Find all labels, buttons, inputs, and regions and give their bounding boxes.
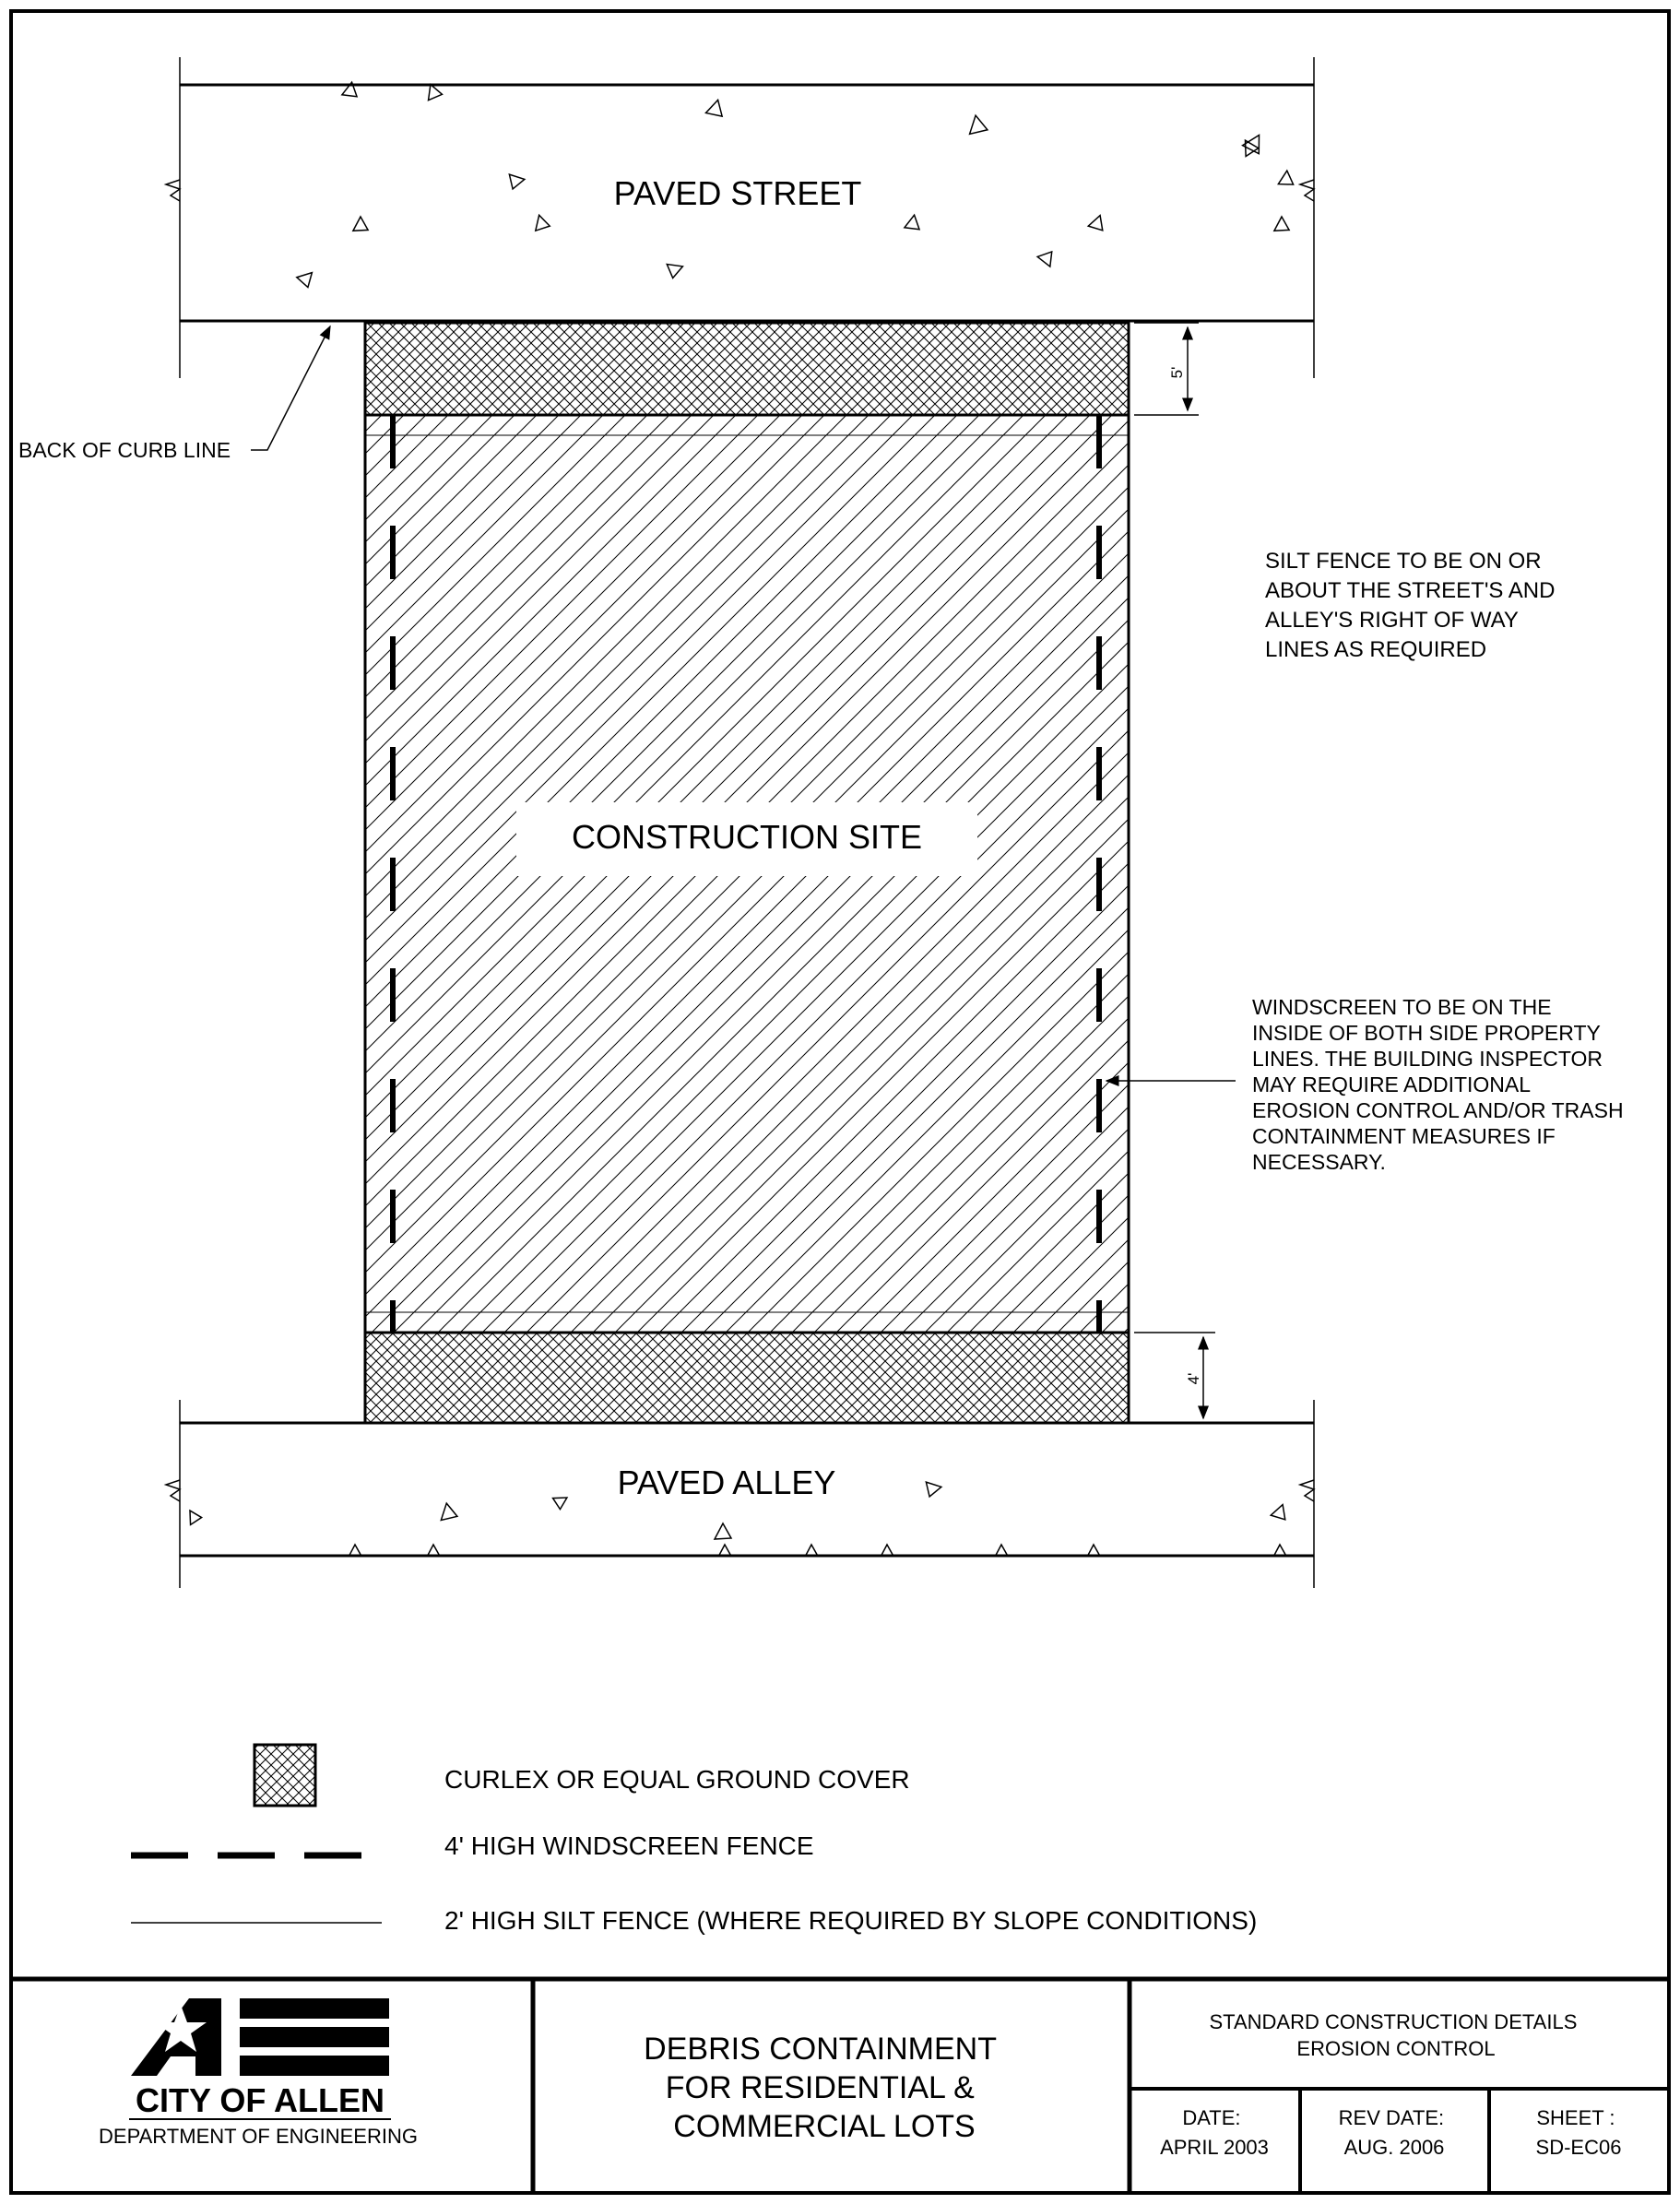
aggregate-mark <box>184 1507 202 1524</box>
aggregate-mark <box>1274 217 1289 231</box>
aggregate-mark <box>509 172 526 189</box>
date-field: DATE: APRIL 2003 <box>1160 2106 1269 2159</box>
aggregate-mark <box>553 1492 571 1510</box>
silt-fence-note: SILT FENCE TO BE ON OR ABOUT THE STREET'S AND ALLEY'S RIGHT OF WAY LINES AS REQUIRED <box>1265 549 1556 662</box>
aggregate-mark <box>996 1545 1008 1556</box>
aggregate-mark <box>926 1479 942 1497</box>
aggregate-mark <box>1271 1502 1289 1521</box>
city-logo <box>129 1998 391 2119</box>
aggregate-mark <box>342 81 360 98</box>
aggregate-mark <box>806 1545 818 1556</box>
aggregate-mark <box>1036 249 1053 267</box>
aggregate-mark <box>881 1545 893 1556</box>
ground-cover-bottom <box>365 1333 1129 1423</box>
aggregate-mark <box>438 1502 457 1521</box>
legend-ground-cover-label: CURLEX OR EQUAL GROUND COVER <box>444 1765 910 1794</box>
department-label: DEPARTMENT OF ENGINEERING <box>99 2125 418 2148</box>
dimension-bottom <box>1134 1333 1215 1418</box>
back-of-curb-label: BACK OF CURB LINE <box>18 438 231 462</box>
windscreen-note: WINDSCREEN TO BE ON THE INSIDE OF BOTH SIDE PROPERTY LINES. THE BUILDING INSPECTOR MAY REQUIRE ADDITIONAL EROSION CONTROL AND/OR TRASH CONTAINMENT MEASURES IF NECESSARY. <box>1252 995 1624 1174</box>
aggregate-mark <box>667 259 685 278</box>
dimension-top <box>1134 323 1199 415</box>
aggregate-mark <box>353 217 368 231</box>
ground-cover-top <box>365 323 1129 415</box>
aggregate-mark <box>428 1545 440 1556</box>
aggregate-mark <box>297 267 317 288</box>
aggregate-mark <box>1238 136 1259 156</box>
aggregate-mark <box>1088 213 1106 231</box>
paved-alley-label: PAVED ALLEY <box>617 1463 836 1501</box>
aggregate-mark <box>532 213 550 231</box>
aggregate-mark <box>1274 1545 1286 1556</box>
aggregate-mark <box>719 1545 731 1556</box>
aggregate-mark <box>715 1523 731 1539</box>
drawing-title: DEBRIS CONTAINMENT FOR RESIDENTIAL & COMMERCIAL LOTS <box>644 2032 997 2144</box>
aggregate-mark <box>1088 1545 1100 1556</box>
aggregate-mark <box>966 113 988 134</box>
aggregate-mark <box>1278 170 1294 185</box>
back-of-curb-leader <box>251 326 330 450</box>
details-header: STANDARD CONSTRUCTION DETAILS EROSION CONTROL <box>1209 2010 1578 2060</box>
construction-site-label: CONSTRUCTION SITE <box>571 818 923 856</box>
aggregate-mark <box>349 1545 361 1556</box>
aggregate-mark <box>905 214 922 231</box>
dimension-top-label: 5' <box>1168 366 1186 379</box>
legend-ground-cover-swatch <box>254 1745 315 1806</box>
logo-text: CITY OF ALLEN <box>136 2081 385 2119</box>
sheet-field: SHEET : SD-EC06 <box>1535 2106 1622 2159</box>
paved-street-label: PAVED STREET <box>613 174 862 212</box>
aggregate-mark <box>705 98 726 117</box>
rev-date-field: REV DATE: AUG. 2006 <box>1338 2106 1445 2159</box>
legend-silt-fence-label: 2' HIGH SILT FENCE (WHERE REQUIRED BY SLOPE CONDITIONS) <box>444 1906 1258 1935</box>
legend-windscreen-label: 4' HIGH WINDSCREEN FENCE <box>444 1831 814 1860</box>
dimension-bottom-label: 4' <box>1185 1372 1202 1385</box>
